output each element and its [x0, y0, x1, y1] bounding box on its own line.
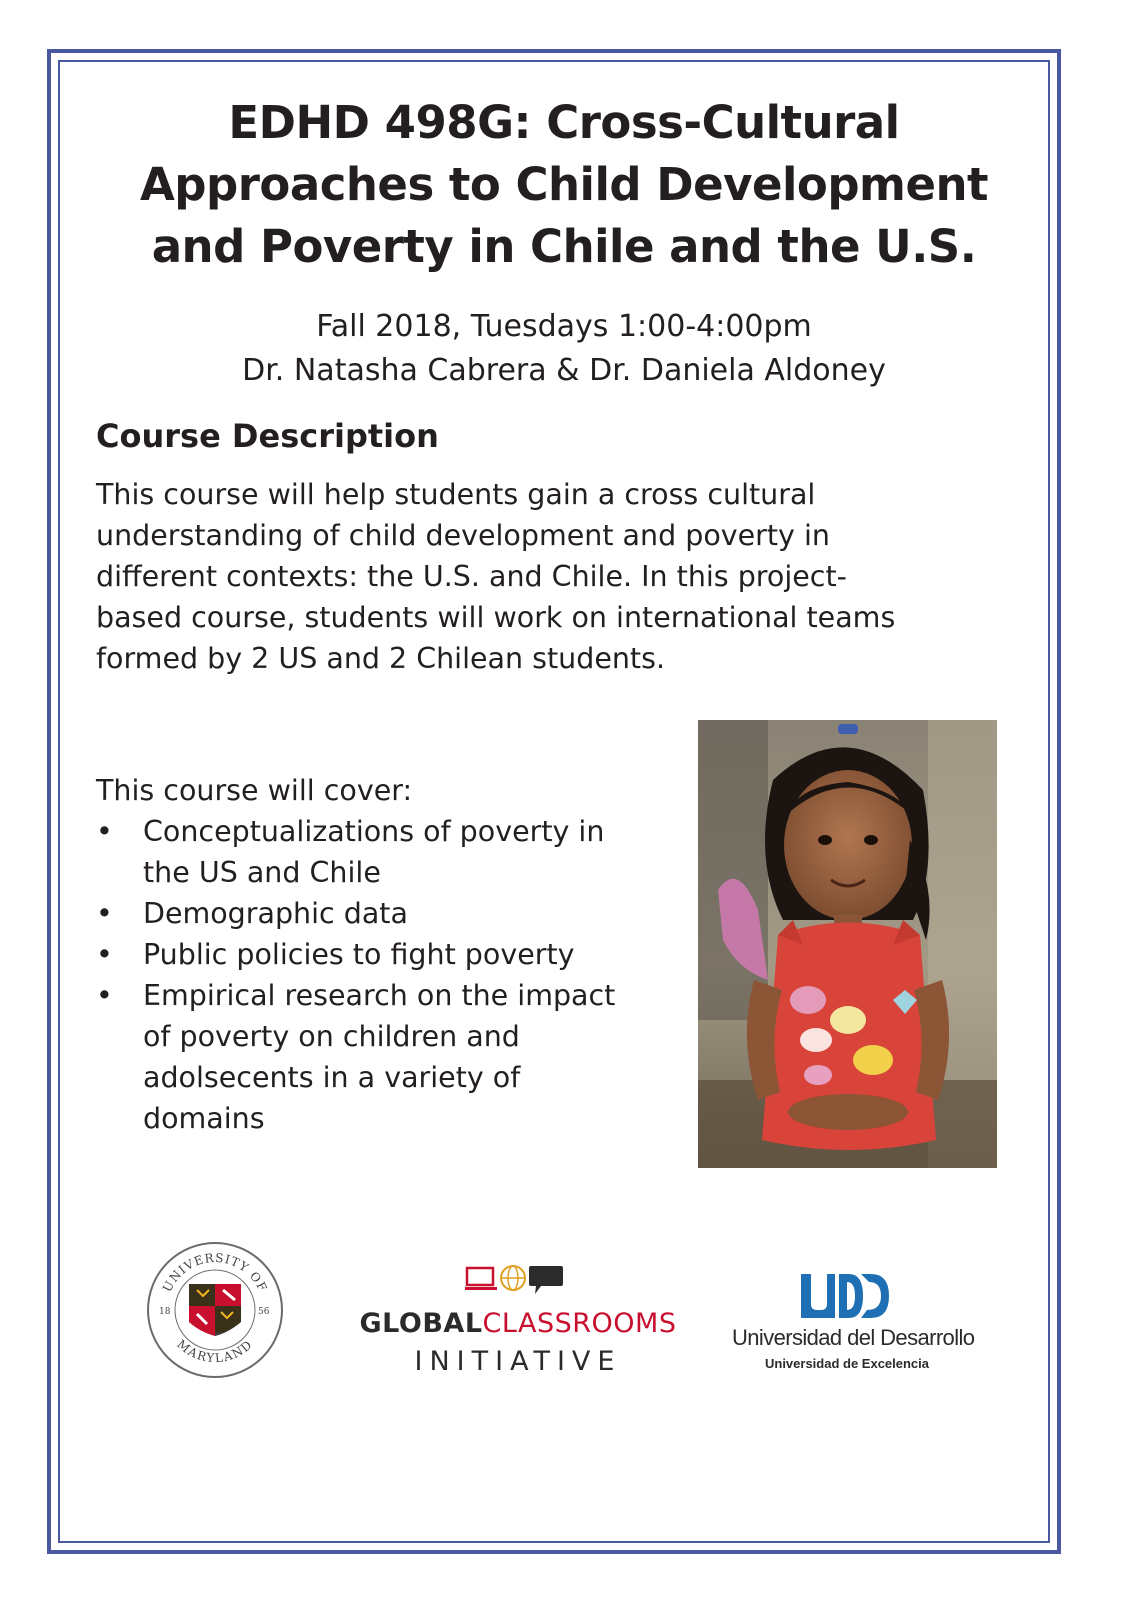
coverage-item-line: of poverty on children and	[143, 1020, 520, 1053]
gci-classrooms-text: CLASSROOMS	[482, 1308, 677, 1339]
umd-arc-top-text: UNIVERSITY OF	[160, 1250, 270, 1295]
course-title	[60, 92, 1068, 278]
coverage-item	[96, 811, 686, 893]
course-instructors: Dr. Natasha Cabrera & Dr. Daniela Aldoney	[242, 353, 886, 388]
umd-year-right: 56	[258, 1307, 270, 1317]
coverage-item-line: adolsecents in a variety of	[143, 1061, 521, 1094]
udd-logo	[732, 1270, 975, 1380]
gci-initiative-text: INITIATIVE	[414, 1346, 622, 1377]
description-heading: Course Description	[96, 417, 439, 455]
title-line: EDHD 498G: Cross-Cultural	[228, 96, 900, 149]
gci-icons	[465, 1262, 565, 1302]
bullet-icon: •	[96, 815, 113, 848]
coverage-intro: This course will cover:	[96, 774, 413, 807]
coverage-item-line: domains	[143, 1102, 265, 1135]
speech-bubble-icon	[529, 1266, 563, 1294]
title-line: and Poverty in Chile and the U.S.	[151, 220, 977, 273]
udd-name-text: Universidad del Desarrollo	[732, 1325, 975, 1350]
coverage-item	[96, 893, 686, 934]
child-photo-image	[698, 720, 997, 1168]
laptop-icon	[467, 1268, 493, 1285]
coverage-item	[96, 934, 686, 975]
gci-global-text: GLOBAL	[359, 1308, 483, 1339]
umd-arc-bottom-text: MARYLAND	[174, 1336, 256, 1366]
title-line: Approaches to Child Development	[139, 158, 989, 211]
coverage-item-line: the US and Chile	[143, 856, 381, 889]
coverage-item-line: Demographic data	[143, 897, 408, 930]
coverage-item	[96, 975, 686, 1139]
description-line: This course will help students gain a cross cultural	[96, 478, 816, 511]
global-classrooms-logo	[338, 1262, 698, 1382]
coverage-item-line: Public policies to fight poverty	[143, 938, 575, 971]
udd-tagline-text: Universidad de Excelencia	[764, 1356, 930, 1371]
course-schedule: Fall 2018, Tuesdays 1:00-4:00pm	[316, 309, 812, 344]
coverage-item-line: Conceptualizations of poverty in	[143, 815, 605, 848]
umd-year-left: 18	[159, 1307, 171, 1317]
coverage-item-line: Empirical research on the impact	[143, 979, 616, 1012]
child-photo	[698, 720, 997, 1168]
description-line: understanding of child development and poverty in	[96, 519, 830, 552]
description-text	[96, 474, 996, 679]
bullet-icon: •	[96, 938, 113, 971]
coverage-list	[96, 811, 686, 1139]
bullet-icon: •	[96, 979, 113, 1012]
description-line: formed by 2 US and 2 Chilean students.	[96, 642, 665, 675]
gci-wordmark	[338, 1308, 698, 1339]
description-line: based course, students will work on international teams	[96, 601, 896, 634]
bullet-icon: •	[96, 897, 113, 930]
course-meta	[60, 305, 1068, 393]
umd-seal-logo	[145, 1240, 285, 1380]
udd-mark-icon	[797, 1270, 893, 1322]
description-line: different contexts: the U.S. and Chile. In this project-	[96, 560, 847, 593]
